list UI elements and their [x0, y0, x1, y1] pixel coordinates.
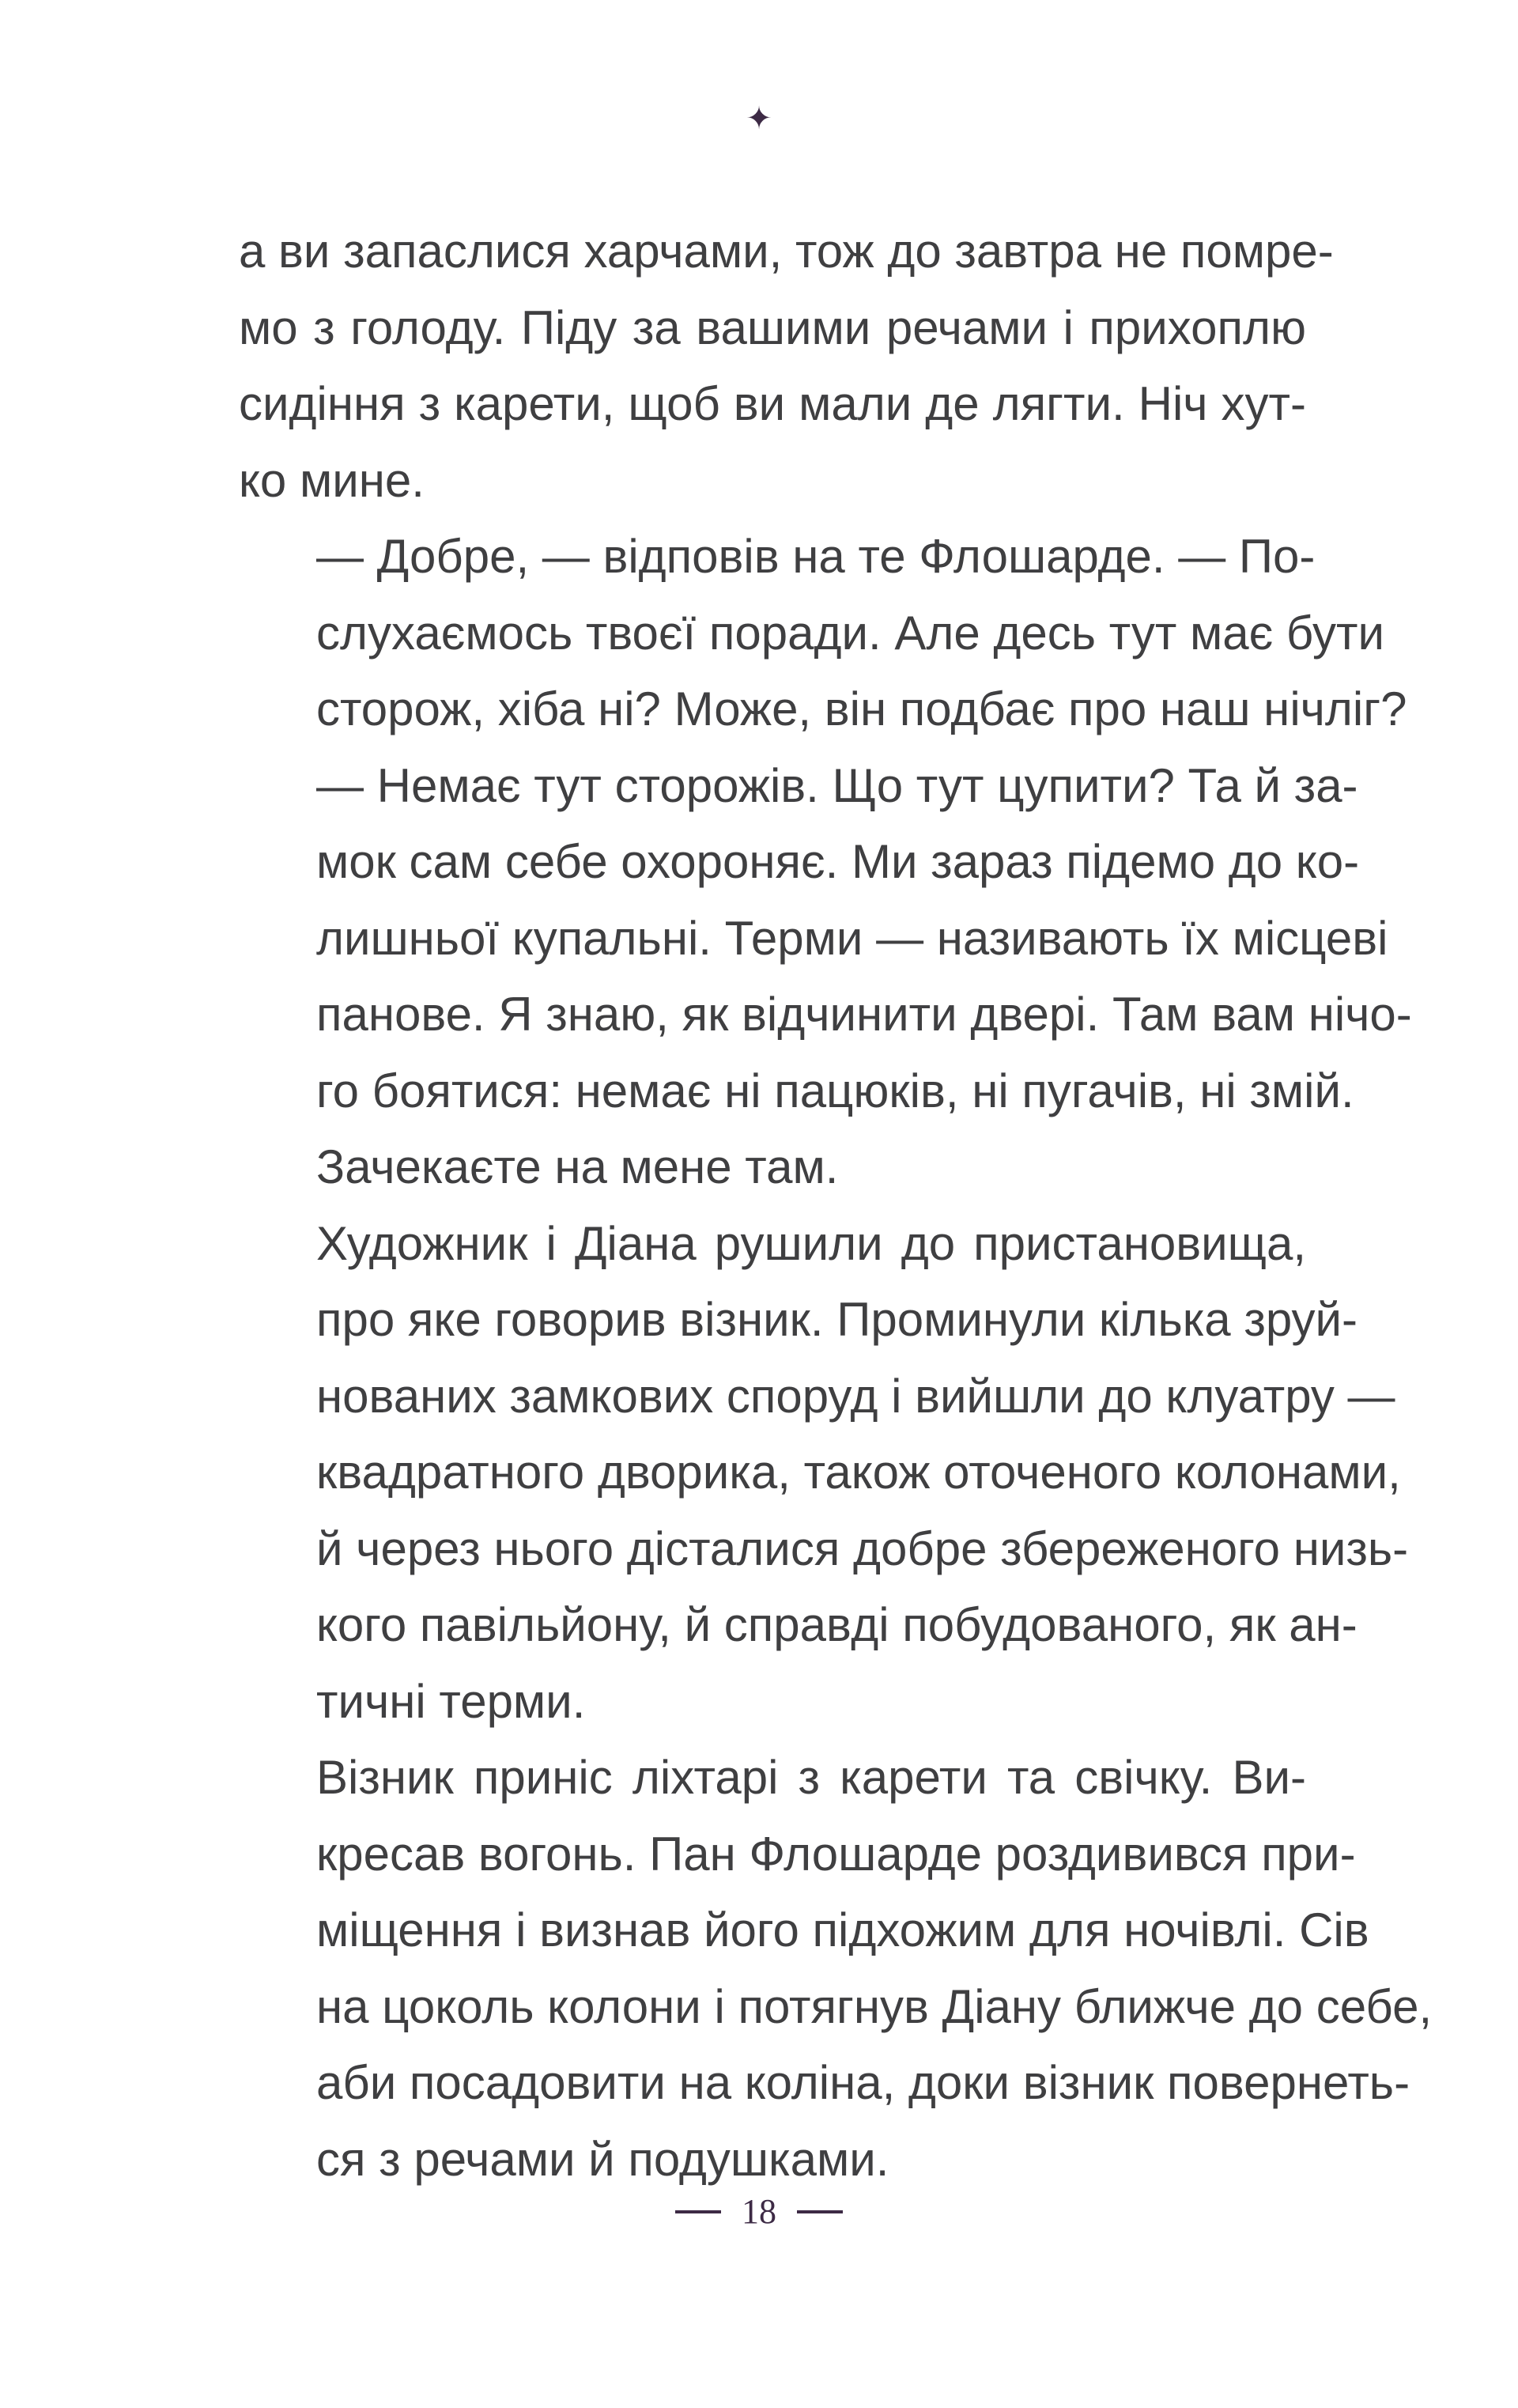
paragraph — [239, 214, 1334, 519]
text-line: ся з речами й подушками. — [316, 2132, 889, 2186]
text-line: Зачекаєте на мене там. — [316, 1140, 839, 1193]
text-line: сторож, хіба ні? Може, він подбає про наш нічліг? — [316, 682, 1407, 735]
paragraph — [239, 748, 1412, 1206]
page-body — [239, 214, 1433, 2198]
text-line: про яке говорив візник. Проминули кілька зруй- — [316, 1293, 1358, 1346]
paragraph — [239, 1740, 1433, 2198]
text-line: — Немає тут сторожів. Що тут цупити? Та й за- — [316, 758, 1358, 812]
text-line: й через нього дісталися добре збереженого низь- — [316, 1522, 1409, 1575]
text-line: мок сам себе охороняє. Ми зараз підемо до ко- — [316, 835, 1360, 888]
page-footer — [0, 2194, 1518, 2229]
text-line: слухаємось твоєї поради. Але десь тут має бути — [316, 606, 1384, 660]
text-line: лишньої купальні. Терми — називають їх місцеві — [316, 911, 1388, 965]
text-line: кресав вогонь. Пан Флошарде роздивився при- — [316, 1827, 1356, 1881]
text-line: тичні терми. — [316, 1674, 586, 1728]
text-line: Візник приніс ліхтарі з карети та свічку. Ви- — [316, 1751, 1306, 1804]
text-line: а ви запаслися харчами, тож до завтра не помре- — [239, 225, 1334, 278]
text-line: сидіння з карети, щоб ви мали де лягти. Ніч хут- — [239, 377, 1306, 430]
text-line: нованих замкових споруд і вийшли до клуатру — — [316, 1369, 1395, 1423]
text-line: кого павільйону, й справді побудованого, як ан- — [316, 1598, 1358, 1651]
footer-dash-left — [675, 2210, 721, 2213]
footer-dash-right — [797, 2210, 843, 2213]
text-line: — Добре, — відповів на те Флошарде. — По- — [316, 530, 1316, 583]
text-line: ко мине. — [239, 453, 425, 507]
text-line: на цоколь колони і потягнув Діану ближче до себе, — [316, 1979, 1433, 2033]
text-line: го боятися: немає ні пацюків, ні пугачів, ні змій. — [316, 1064, 1354, 1117]
ornament-star-icon: ✦ — [746, 100, 772, 137]
text-line: панове. Я знаю, як відчинити двері. Там вам нічо- — [316, 988, 1412, 1041]
paragraph — [239, 1206, 1409, 1741]
text-line: аби посадовити на коліна, доки візник повернеть- — [316, 2056, 1410, 2109]
text-line: мо з голоду. Піду за вашими речами і прихоплю — [239, 301, 1306, 354]
text-line: міщення і визнав його підхожим для ночівлі. Сів — [316, 1903, 1369, 1956]
text-line: квадратного дворика, також оточеного колонами, — [316, 1446, 1401, 1499]
text-line: Художник і Діана рушили до пристановища, — [316, 1216, 1306, 1270]
paragraph — [239, 519, 1407, 748]
page-number: 18 — [742, 2192, 776, 2231]
